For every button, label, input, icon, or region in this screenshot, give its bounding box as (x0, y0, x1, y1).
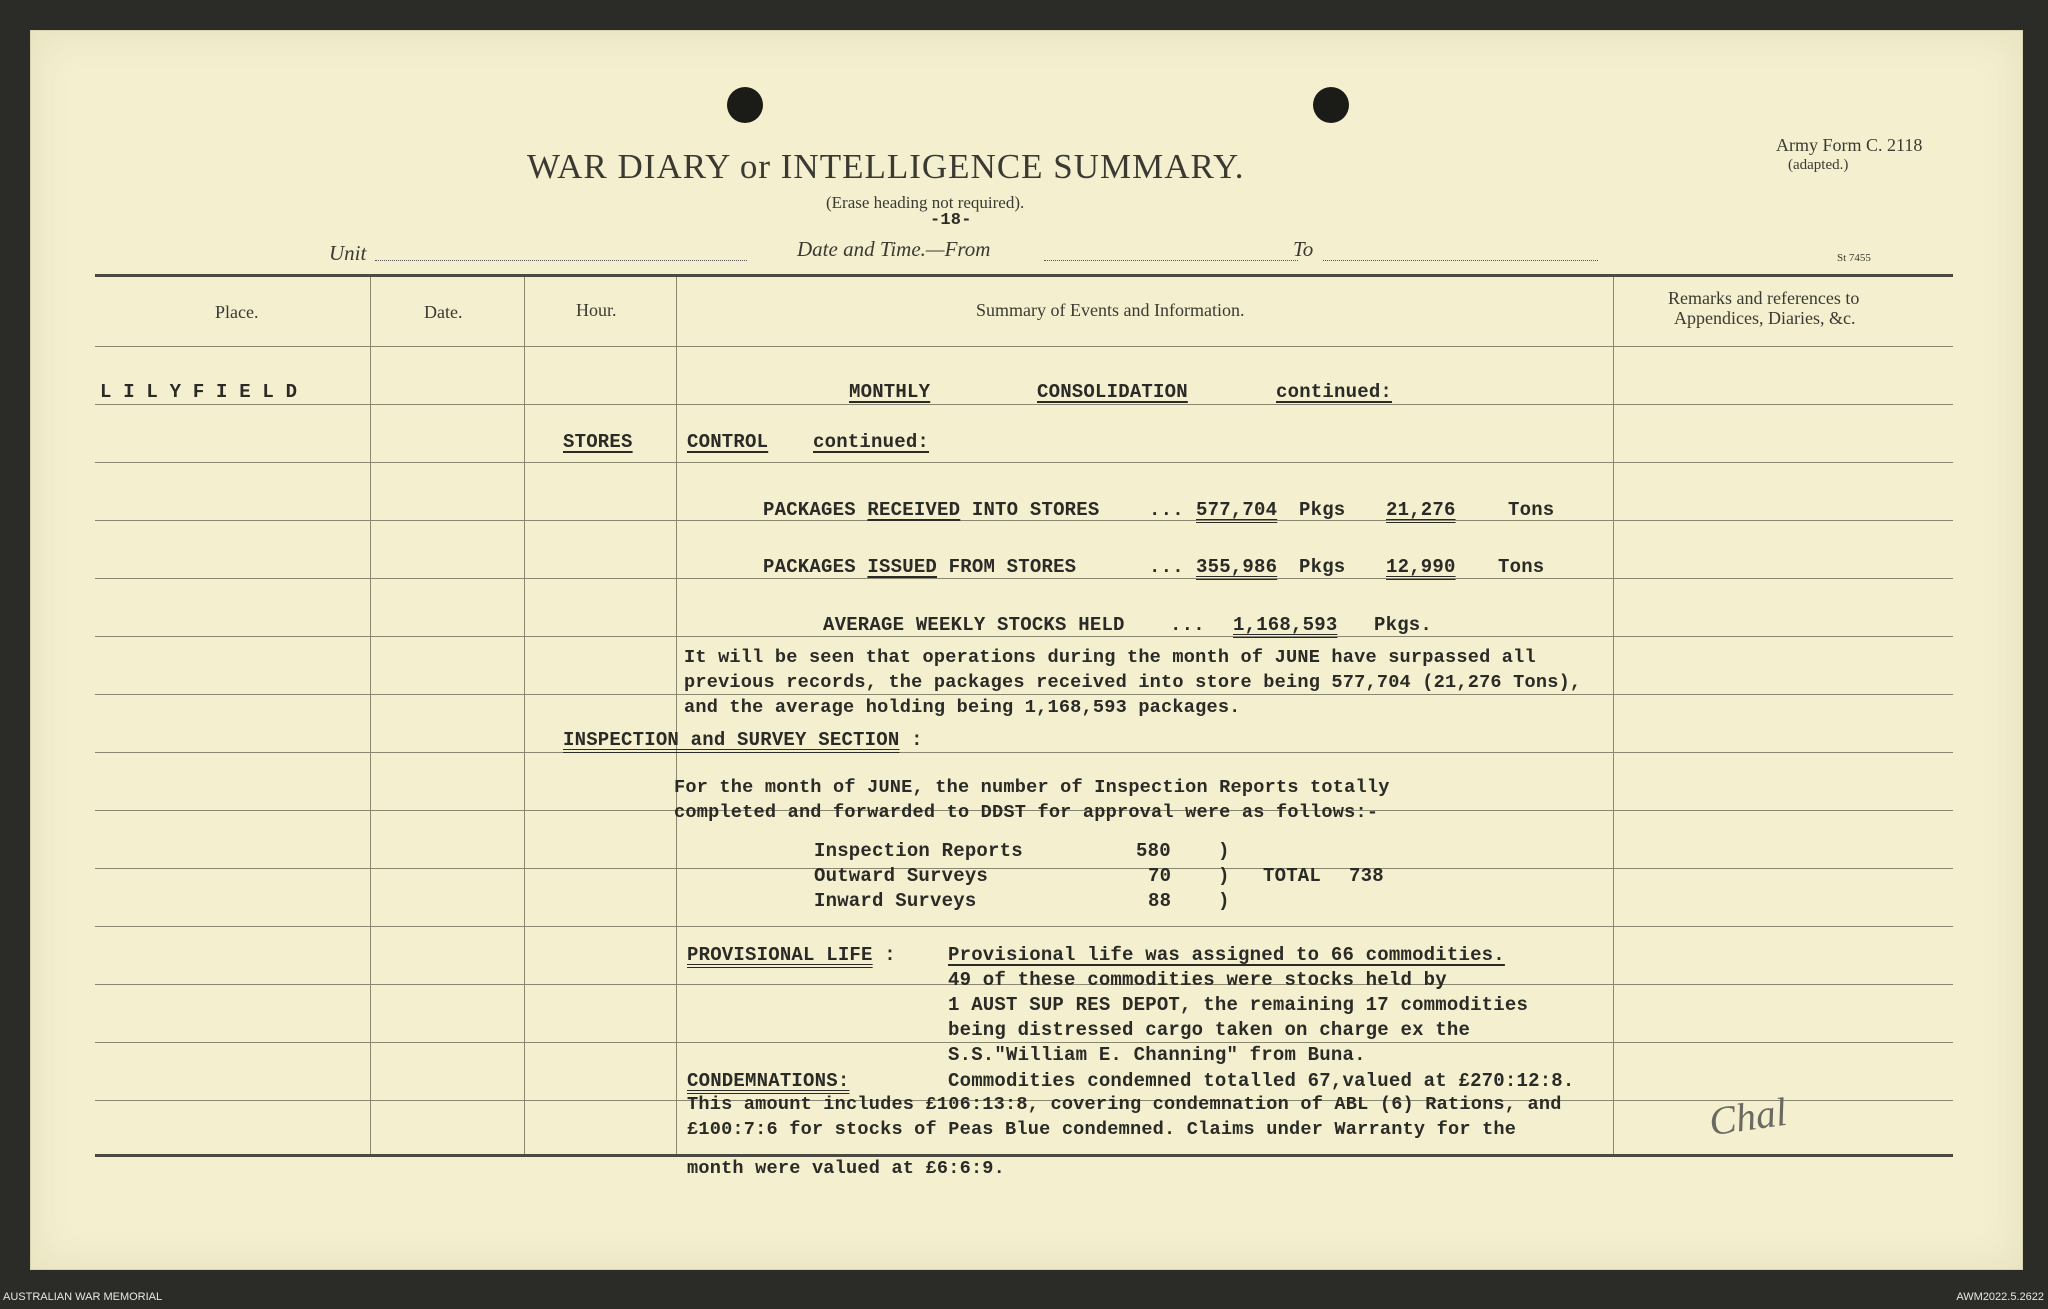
date-to-label: To (1293, 237, 1314, 261)
inward-surveys-value: 88 (1148, 890, 1172, 912)
inspection-paragraph-line: completed and forwarded to DDST for approval were as follows:- (674, 802, 1379, 823)
ruled-line (95, 926, 1953, 927)
inspection-reports-label: Inspection Reports (814, 840, 1023, 862)
table-bottom-rule (95, 1154, 1953, 1157)
punch-hole-right (1313, 87, 1349, 123)
column-divider (676, 277, 677, 1154)
column-header-date: Date. (424, 302, 463, 322)
war-diary-sheet (30, 30, 2023, 1270)
average-stocks-unit: Pkgs. (1374, 614, 1433, 636)
provisional-life-line: Provisional life was assigned to 66 commodities. (948, 944, 1505, 966)
table-brace: ) (1218, 840, 1230, 862)
date-from-field-line (1044, 260, 1298, 261)
issued-pkgs-unit: Pkgs (1299, 556, 1346, 578)
operations-paragraph-line: previous records, the packages received into store being 577,704 (21,276 Tons), (684, 672, 1582, 693)
form-title: WAR DIARY or INTELLIGENCE SUMMARY. (527, 147, 1245, 186)
place-entry: L I L Y F I E L D (100, 381, 298, 403)
ruled-line (95, 462, 1953, 463)
inspection-paragraph-line: For the month of JUNE, the number of Inspection Reports totally (674, 777, 1390, 798)
punch-hole-left (727, 87, 763, 123)
average-stocks-label: AVERAGE WEEKLY STOCKS HELD (823, 614, 1125, 636)
condemnations-heading: CONDEMNATIONS: (687, 1070, 850, 1092)
operations-paragraph-line: It will be seen that operations during the month of JUNE have surpassed all (684, 647, 1536, 668)
handwritten-initials: Chal (1706, 1088, 1790, 1145)
heading-monthly: MONTHLY (849, 381, 931, 403)
inspection-reports-value: 580 (1136, 840, 1171, 862)
provisional-life-line: S.S."William E. Channing" from Buna. (948, 1044, 1366, 1066)
issued-dots: ... (1149, 556, 1184, 578)
table-top-rule (95, 274, 1953, 277)
provisional-life-line: 1 AUST SUP RES DEPOT, the remaining 17 commodities (948, 994, 1529, 1016)
total-label: TOTAL (1263, 865, 1322, 887)
condemnations-line: Commodities condemned totalled 67,valued at £270:12:8. (948, 1070, 1575, 1092)
table-brace: ) (1218, 865, 1230, 887)
unit-field-line (375, 260, 747, 261)
received-row: PACKAGES RECEIVED INTO STORES (763, 499, 1100, 521)
provisional-life-line: being distressed cargo taken on charge ex the (948, 1019, 1471, 1041)
outward-surveys-label: Outward Surveys (814, 865, 989, 887)
control-label: CONTROL (687, 431, 769, 453)
stock-number: St 7455 (1837, 252, 1871, 264)
condemnations-line: £100:7:6 for stocks of Peas Blue condemned. Claims under Warranty for the (687, 1119, 1517, 1140)
form-subtitle: (Erase heading not required). (826, 193, 1025, 212)
army-form-number: Army Form C. 2118 (1776, 135, 1923, 155)
ruled-line (95, 636, 1953, 637)
issued-row: PACKAGES ISSUED FROM STORES (763, 556, 1077, 578)
average-stocks-value: 1,168,593 (1233, 614, 1338, 636)
ruled-line (95, 868, 1953, 869)
operations-paragraph-line: and the average holding being 1,168,593 packages. (684, 697, 1241, 718)
ruled-line (95, 1042, 1953, 1043)
ruled-line (95, 752, 1953, 753)
ruled-line (95, 404, 1953, 405)
column-header-summary: Summary of Events and Information. (976, 300, 1245, 320)
received-pkgs-unit: Pkgs (1299, 499, 1346, 521)
total-value: 738 (1349, 865, 1384, 887)
column-divider (370, 277, 371, 1154)
issued-tons-unit: Tons (1498, 556, 1545, 578)
footer-credit: AUSTRALIAN WAR MEMORIAL (3, 1291, 163, 1303)
ruled-line (95, 694, 1953, 695)
average-stocks-dots: ... (1170, 614, 1205, 636)
issued-tons-value: 12,990 (1386, 556, 1456, 578)
footer-accession-number: AWM2022.5.2622 (1956, 1291, 2044, 1303)
column-header-remarks-line2: Appendices, Diaries, &c. (1674, 308, 1856, 328)
provisional-life-line: 49 of these commodities were stocks held by (948, 969, 1447, 991)
column-divider (1613, 277, 1614, 1154)
table-brace: ) (1218, 890, 1230, 912)
received-pkgs-value: 577,704 (1196, 499, 1278, 521)
received-tons-value: 21,276 (1386, 499, 1456, 521)
army-form-adapted: (adapted.) (1788, 157, 1849, 173)
stores-continued: continued: (813, 431, 930, 453)
column-header-remarks-line1: Remarks and references to (1668, 288, 1860, 308)
header-divider (95, 346, 1953, 347)
column-header-place: Place. (215, 302, 259, 322)
column-divider (524, 277, 525, 1154)
condemnations-line: month were valued at £6:6:9. (687, 1158, 1006, 1179)
ruled-line (95, 578, 1953, 579)
stores-label: STORES (563, 431, 633, 453)
inward-surveys-label: Inward Surveys (814, 890, 977, 912)
date-time-from-label: Date and Time.—From (797, 237, 991, 261)
received-dots: ... (1149, 499, 1184, 521)
unit-label: Unit (329, 241, 367, 265)
condemnations-line: This amount includes £106:13:8, covering condemnation of ABL (6) Rations, and (687, 1094, 1562, 1115)
heading-consolidation: CONSOLIDATION (1037, 381, 1188, 403)
column-header-hour: Hour. (576, 300, 617, 320)
folio-mark: -18- (930, 211, 972, 230)
received-tons-unit: Tons (1508, 499, 1555, 521)
date-to-field-line (1323, 260, 1598, 261)
issued-pkgs-value: 355,986 (1196, 556, 1278, 578)
inspection-heading-row: INSPECTION and SURVEY SECTION : (563, 729, 923, 751)
outward-surveys-value: 70 (1148, 865, 1172, 887)
heading-continued: continued: (1276, 381, 1393, 403)
provisional-life-heading-row: PROVISIONAL LIFE : (687, 944, 896, 966)
